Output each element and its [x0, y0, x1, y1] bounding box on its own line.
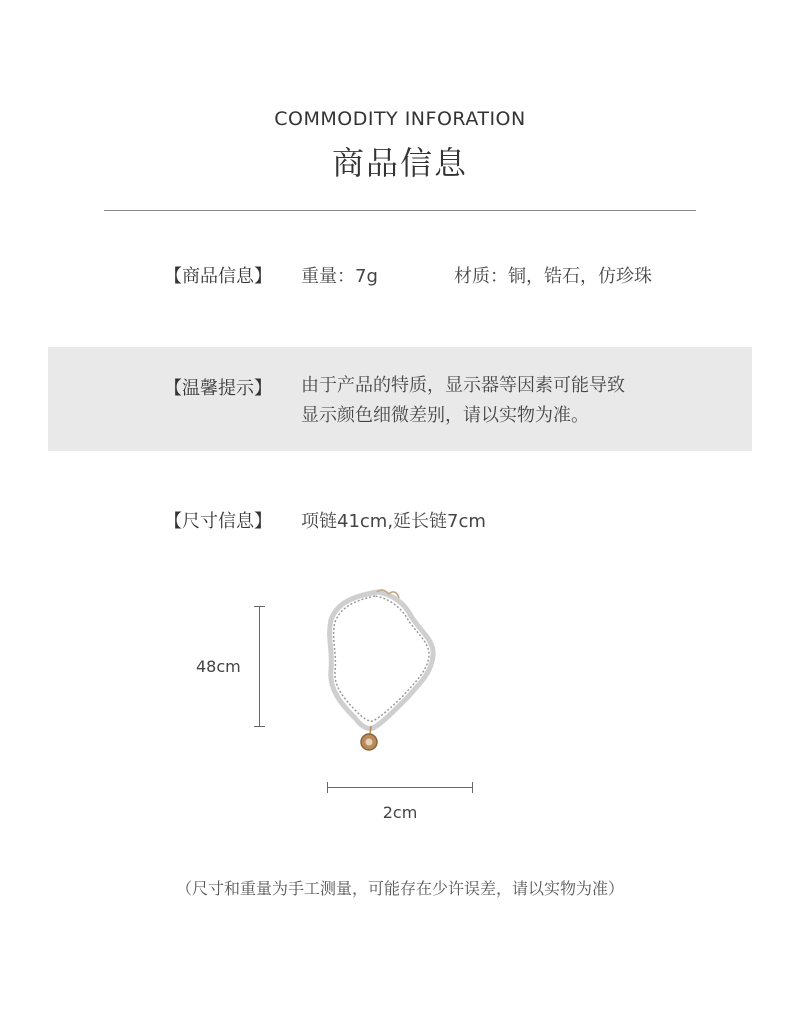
- size-label: 【尺寸信息】: [164, 511, 272, 532]
- header-divider: [104, 210, 696, 211]
- width-dimension-cap-left: [327, 782, 328, 793]
- info-material: 材质：铜，锆石，仿珍珠: [454, 266, 652, 287]
- title-chinese: 商品信息: [331, 144, 468, 182]
- info-weight: 重量：7g: [301, 266, 378, 287]
- size-text: 项链41cm,延长链7cm: [301, 511, 486, 532]
- info-label: 【商品信息】: [164, 266, 272, 287]
- width-dimension-line: [327, 787, 473, 788]
- height-dimension-cap-top: [254, 606, 265, 607]
- notice-label: 【温馨提示】: [164, 378, 272, 399]
- title-english: COMMODITY INFORATION: [274, 108, 526, 130]
- notice-line-1: 由于产品的特质，显示器等因素可能导致: [301, 375, 625, 396]
- height-dimension-line: [259, 606, 260, 727]
- height-dimension-cap-bottom: [254, 726, 265, 727]
- necklace-image: [315, 580, 445, 760]
- footer-note: （尺寸和重量为手工测量，可能存在少许误差，请以实物为准）: [175, 879, 624, 898]
- notice-line-2: 显示颜色细微差别，请以实物为准。: [301, 405, 589, 426]
- width-dimension-cap-right: [472, 782, 473, 793]
- height-dimension-label: 48cm: [196, 657, 241, 676]
- width-dimension-label: 2cm: [382, 803, 418, 822]
